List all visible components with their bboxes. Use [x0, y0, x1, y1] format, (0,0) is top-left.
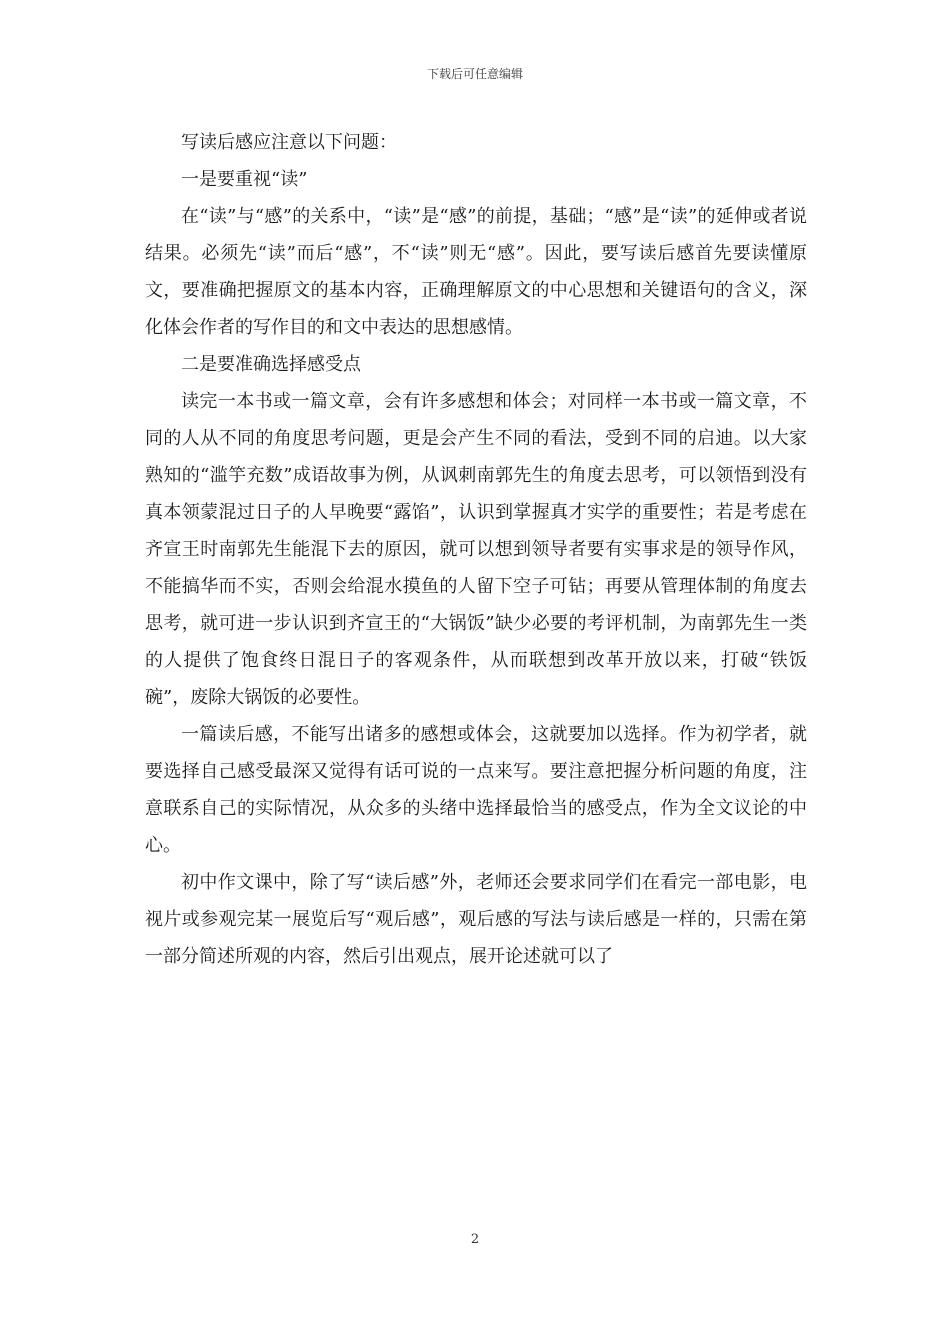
paragraph-example: 读完一本书或一篇文章，会有许多感想和体会；对同样一本书或一篇文章，不同的人从不同的角度思考问题，更是会产生不同的看法，受到不同的启迪。以大家熟知的“滥竽充数”成语故事为例，从讽刺南郭先生的角度去思考，可以领悟到没有真本领蒙混过日子的人早晚要“露馅”，认识到掌握真才实学的重要性；若是考虑在齐宣王时南郭先生能混下去的原因，就可以想到领导者要有实事求是的领导作风，不能搞华而不实，否则会给混水摸鱼的人留下空子可钻；再要从管理体制的角度去思考，就可进一步认识到齐宣王的“大锅饭”缺少必要的考评机制，为南郭先生一类的人提供了饱食终日混日子的客观条件，从而联想到改革开放以来，打破“铁饭碗”，废除大锅饭的必要性。 [145, 391, 807, 708]
section-heading-read: 一是要重视“读” [181, 169, 308, 190]
paragraph-selection: 一篇读后感，不能写出诸多的感想或体会，这就要加以选择。作为初学者，就要选择自己感受最深又觉得有话可说的一点来写。要注意把握分析问题的角度，注意联系自己的实际情况，从众多的头绪中选择最恰当的感受点，作为全文议论的中心。 [145, 724, 807, 856]
section-heading-choose: 二是要准确选择感受点 [181, 354, 361, 375]
paragraph-intro: 写读后感应注意以下问题： [181, 132, 397, 153]
document-body [145, 124, 807, 975]
paragraph-viewing: 初中作文课中，除了写“读后感”外，老师还会要求同学们在看完一部电影，电视片或参观完某一展览后写“观后感”，观后感的写法与读后感是一样的，只需在第一部分简述所观的内容，然后引出观点，展开论述就可以了 [145, 872, 807, 967]
page-number: 2 [470, 1232, 480, 1247]
paragraph-read-feel: 在“读”与“感”的关系中，“读”是“感”的前提，基础；“感”是“读”的延伸或者说结果。必须先“读”而后“感”，不“读”则无“感”。因此，要写读后感首先要读懂原文，要准确把握原文的基本内容，正确理解原文的中心思想和关键语句的含义，深化体会作者的写作目的和文中表达的思想感情。 [145, 206, 807, 338]
page-header: 下载后可任意编辑 [426, 67, 523, 81]
